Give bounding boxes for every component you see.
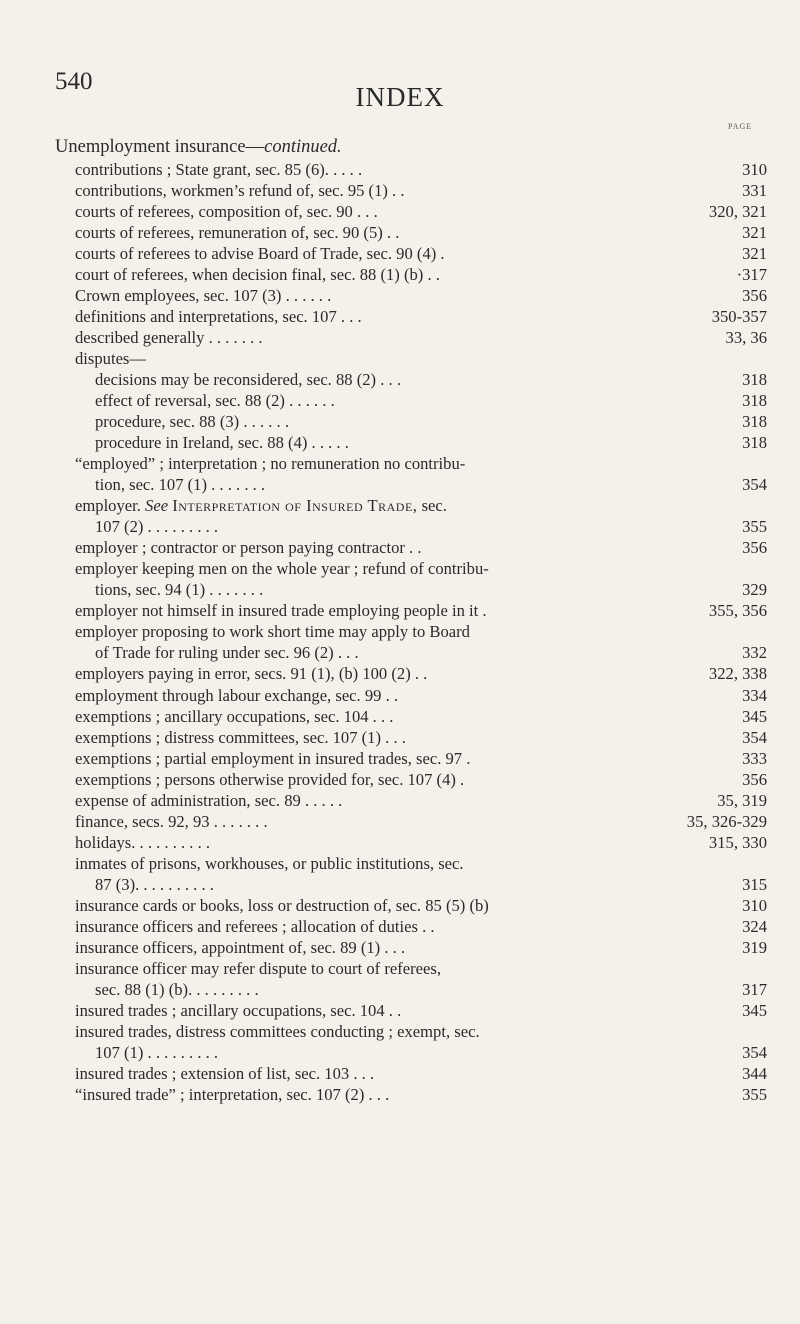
index-entry-text: definitions and interpretations, sec. 107 . . .: [75, 307, 362, 327]
index-entry-line: [55, 349, 767, 369]
index-entry-page: 355: [742, 517, 767, 537]
index-entry-text: exemptions ; partial employment in insured trades, sec. 97 .: [75, 748, 471, 768]
index-entry-text: exemptions ; ancillary occupations, sec. 104 . . .: [75, 706, 394, 726]
index-entry-page: 334: [742, 685, 767, 705]
index-entry-text: inmates of prisons, workhouses, or public institutions, sec.: [75, 853, 464, 873]
index-entry-line: [55, 1043, 767, 1063]
index-entry-text: insurance officers, appointment of, sec. 89 (1) . . .: [75, 937, 406, 957]
index-entry-text: procedure in Ireland, sec. 88 (4) . . . . .: [95, 433, 349, 453]
section-heading: [55, 137, 767, 157]
index-entry-text: insurance officers and referees ; allocation of duties . .: [75, 916, 435, 936]
index-entry-line: [55, 770, 767, 790]
index-entry-line: [55, 643, 767, 663]
index-entry-line: [55, 517, 767, 537]
index-entry-line: [55, 328, 767, 348]
index-entry-text: expense of administration, sec. 89 . . . . .: [75, 790, 343, 810]
index-entry-page: 356: [742, 538, 767, 558]
index-entry-text: decisions may be reconsidered, sec. 88 (2) . . .: [95, 370, 401, 390]
index-entry-page: 310: [742, 160, 767, 179]
see-reference-target: Interpretation of Insured Trade,: [172, 496, 418, 516]
index-entry-page: 315: [742, 874, 767, 894]
index-entry-text: “employed” ; interpretation ; no remuneration no contribu-: [75, 454, 466, 474]
index-entry-page: 320, 321: [708, 202, 767, 222]
index-entry-text: employer.: [75, 496, 141, 516]
index-entry-line: [55, 391, 767, 411]
index-entry-line: [55, 412, 767, 432]
index-entry-page: 317: [742, 979, 767, 999]
index-entry-line: [55, 307, 767, 327]
index-entry-text: Crown employees, sec. 107 (3) . . . . . .: [75, 286, 332, 306]
index-entry-text: employment through labour exchange, sec. 99 . .: [75, 685, 399, 705]
index-entry-line: [55, 1064, 767, 1084]
see-reference-suffix: sec.: [417, 496, 447, 516]
index-entry-line: [55, 938, 767, 958]
index-entry-line: [55, 454, 767, 474]
index-entry-line: [55, 286, 767, 306]
index-entry-text: employers paying in error, secs. 91 (1), (b) 100 (2) . .: [75, 664, 428, 684]
index-entry-page: 345: [742, 706, 767, 726]
index-entry-text: courts of referees, remuneration of, sec. 90 (5) . .: [75, 223, 400, 243]
index-entry-page: 345: [742, 1000, 767, 1020]
index-entry-page: 355: [742, 1084, 767, 1104]
page-title: INDEX: [355, 82, 445, 112]
index-entry-line: [55, 601, 767, 621]
index-entry-text: exemptions ; persons otherwise provided for, sec. 107 (4) .: [75, 769, 465, 789]
index-entry-line: [55, 980, 767, 1000]
index-entry-line: [55, 202, 767, 222]
index-entry-line: [55, 1022, 767, 1042]
page-column-label: PAGE: [728, 122, 753, 131]
index-entry-line: [55, 875, 767, 895]
index-entry-line: [55, 917, 767, 937]
index-entry-line: [55, 475, 767, 495]
index-entry-page: 354: [742, 475, 767, 495]
index-entry-text: insured trades ; extension of list, sec. 103 . . .: [75, 1063, 375, 1083]
index-entry-text: tion, sec. 107 (1) . . . . . . .: [95, 475, 266, 495]
index-entry-line: [55, 223, 767, 243]
index-entry-text: employer keeping men on the whole year ; refund of contribu-: [75, 559, 489, 579]
section-heading-continued: continued.: [264, 137, 342, 157]
index-entry-line: [55, 812, 767, 832]
index-entry-page: 319: [742, 937, 767, 957]
see-reference-label: See: [140, 496, 173, 516]
index-entry-line: [55, 265, 767, 285]
index-entry-page: 318: [742, 391, 767, 411]
index-entry-page: 331: [742, 181, 767, 201]
index-entry-line: [55, 433, 767, 453]
index-entry-line: [55, 370, 767, 390]
index-entry-text: insurance officer may refer dispute to court of referees,: [75, 958, 441, 978]
index-entry-page: 324: [742, 916, 767, 936]
index-entry-text: 107 (1) . . . . . . . . .: [95, 1042, 219, 1062]
index-entry-text: employer not himself in insured trade employing people in it .: [75, 601, 487, 621]
index-entry-page: 310: [742, 895, 767, 915]
index-entry-line: [55, 1001, 767, 1021]
page-number: 540: [55, 68, 93, 95]
index-entry-page: 356: [742, 286, 767, 306]
index-entry-text: tions, sec. 94 (1) . . . . . . .: [95, 580, 264, 600]
index-entry-page: 322, 338: [708, 664, 767, 684]
index-entry-line: [55, 244, 767, 264]
index-entry-page: 318: [742, 433, 767, 453]
index-entry-text: courts of referees to advise Board of Trade, sec. 90 (4) .: [75, 244, 445, 264]
index-entry-line: [55, 707, 767, 727]
index-entry-text: exemptions ; distress committees, sec. 107 (1) . . .: [75, 727, 406, 747]
index-entry-line: [55, 622, 767, 642]
index-entry-text: contributions, workmen’s refund of, sec. 95 (1) . .: [75, 181, 405, 201]
index-entry-text: “insured trade” ; interpretation, sec. 107 (2) . . .: [75, 1084, 390, 1104]
index-entry-text: sec. 88 (1) (b). . . . . . . . .: [95, 979, 259, 999]
section-heading-text: Unemployment insurance—: [55, 137, 265, 157]
index-entry-line: [55, 854, 767, 874]
index-entry-line: [55, 896, 767, 916]
index-entry-line: [55, 181, 767, 201]
index-entry-line: [55, 686, 767, 706]
index-entry-page: ·317: [736, 265, 767, 285]
index-entry-line: [55, 664, 767, 684]
index-entry-line: [55, 160, 767, 180]
index-entry-line: [55, 580, 767, 600]
index-entry-text: contributions ; State grant, sec. 85 (6). . . . .: [75, 160, 363, 179]
index-entry-page: 321: [742, 223, 767, 243]
index-entry-page: 329: [742, 580, 767, 600]
index-entry-page: 333: [742, 748, 767, 768]
index-entry-text: of Trade for ruling under sec. 96 (2) . . .: [95, 643, 359, 663]
index-entry-page: 35, 319: [717, 790, 767, 810]
index-entry-page: 355, 356: [708, 601, 767, 621]
index-entry-page: 356: [742, 769, 767, 789]
index-entry-line: [55, 728, 767, 748]
index-entry-text: insurance cards or books, loss or destruction of, sec. 85 (5) (b): [75, 895, 489, 915]
index-entry-text: 107 (2) . . . . . . . . .: [95, 517, 219, 537]
index-entry-page: 315, 330: [708, 832, 767, 852]
index-entry-line: [55, 559, 767, 579]
index-entry-page: 321: [742, 244, 767, 264]
index-entry-line: [55, 959, 767, 979]
index-entry-text: insured trades ; ancillary occupations, sec. 104 . .: [75, 1000, 402, 1020]
index-entry-text: procedure, sec. 88 (3) . . . . . .: [95, 412, 289, 432]
index-entry-page: 344: [742, 1063, 767, 1083]
index-entry-text: described generally . . . . . . .: [75, 328, 263, 348]
index-entry-line: [55, 749, 767, 769]
index-entry-text: court of referees, when decision final, sec. 88 (1) (b) . .: [75, 265, 440, 285]
index-entry-page: 332: [742, 643, 767, 663]
index-entry-page: 318: [742, 412, 767, 432]
index-entry-text: courts of referees, composition of, sec. 90 . . .: [75, 202, 378, 222]
index-entry-page: 35, 326-329: [686, 811, 767, 831]
index-entry-line: [55, 496, 767, 516]
index-entry-page: 33, 36: [725, 328, 767, 348]
index-entry-text: employer ; contractor or person paying contractor . .: [75, 538, 422, 558]
index-entry-page: 318: [742, 370, 767, 390]
index-entry-line: [55, 1085, 767, 1105]
index-entry-page: 354: [742, 727, 767, 747]
index-entry-text: disputes—: [75, 349, 146, 369]
index-entry-text: finance, secs. 92, 93 . . . . . . .: [75, 811, 268, 831]
index-entry-line: [55, 538, 767, 558]
index-entry-text: 87 (3). . . . . . . . . .: [95, 874, 214, 894]
index-entry-line: [55, 833, 767, 853]
index-entry-page: 350-357: [711, 307, 767, 327]
index-entry-text: holidays. . . . . . . . . .: [75, 832, 211, 852]
index-entry-text: employer proposing to work short time may apply to Board: [75, 622, 470, 642]
index-entry-page: 354: [742, 1042, 767, 1062]
index-entry-text: effect of reversal, sec. 88 (2) . . . . . .: [95, 391, 335, 411]
index-entry-line: [55, 791, 767, 811]
index-entry-text: insured trades, distress committees conducting ; exempt, sec.: [75, 1021, 480, 1041]
